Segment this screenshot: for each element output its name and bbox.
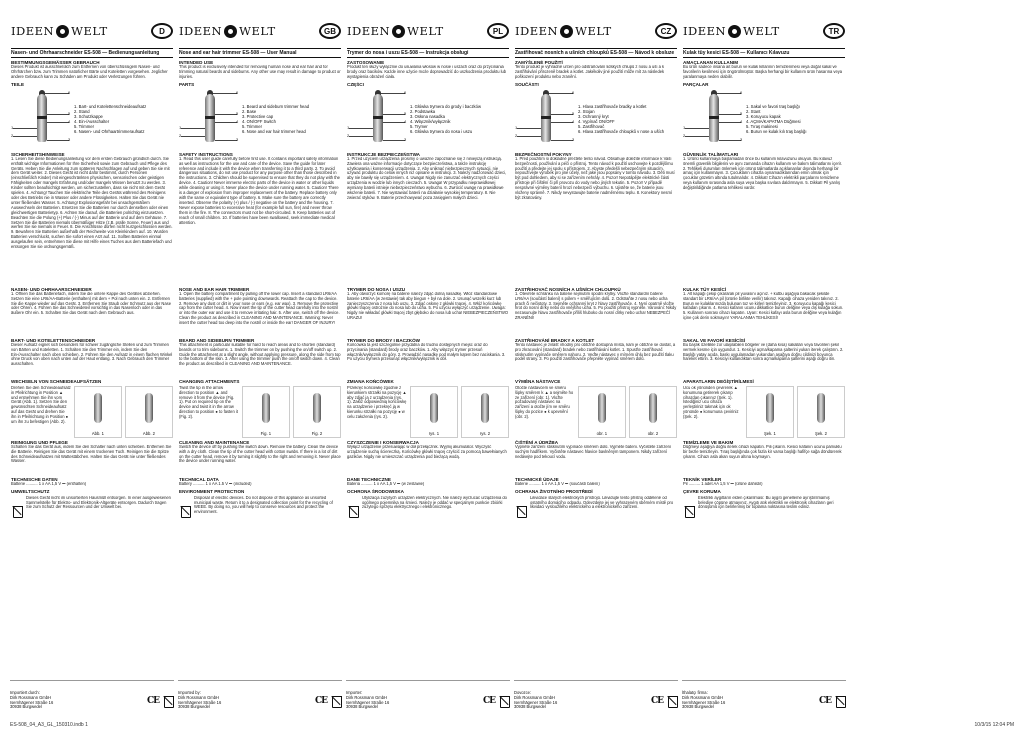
section-heading: TECHNICAL DATA <box>179 476 219 482</box>
language-column <box>682 14 846 720</box>
crossed-bin-icon <box>515 504 527 518</box>
section-text: Tento produkt je výhradně určen pro odstraňování lidských chlupů z nosu a uší a k zastřihávání přirozeně bradek a kotlet. Jakékoliv jiné použití může mít za následek poškození produktu nebo zranění. <box>515 65 665 79</box>
section-text: Dieses Gerät nicht im unsortierten Hausmüll entsorgen. In einer ausgewiesenen Sammelstelle für Elektro- und Elektronik-Altgeräte entsorgen. Dadurch tragen Sie zum Schutz der Ressourcen und der Umwelt bei. <box>26 495 171 510</box>
weee-notice <box>179 496 341 526</box>
brand-logo <box>179 24 276 38</box>
part-item: 6. Nasen- und Ohrhaartrimmeraufsatz <box>74 128 145 134</box>
column-header <box>683 14 845 48</box>
section-text: Likvidace starých elektrických přístrojů. Likvidujte tento přístroj odděleně od ostatního domácího odpadu. Odevzdejte jej ve vyhrazeném sběrném místě pro likvidaci vysloužilého elektrického a elektronického zařízení. <box>530 495 674 510</box>
trimmer-illustration: 6 5 4 1 2 3 <box>347 89 407 142</box>
part-item: 3. Protective cap <box>242 113 274 119</box>
part-item: 5. Trymer <box>410 123 428 129</box>
section-heading: DANE TECHNICZNE <box>347 476 391 482</box>
section-text: Disposal of electric devices. Do not dispose of this appliance as unsorted municipal waste. Return it to a designated collection point for the recycling of WEEE. By doing so, you will help to conserve resources and protect the environment. <box>194 495 333 515</box>
figure-label: Şek. 2 <box>815 430 827 436</box>
parts-diagram <box>11 89 173 149</box>
figure-label: obr. 1 <box>596 430 608 436</box>
section-heading: TEKNİK VERİLER <box>683 476 722 482</box>
section-heading: ČIŠTĚNÍ A ÚDRŽBA <box>515 439 559 445</box>
logo-circle-icon <box>392 25 405 38</box>
manual-title: Nose and ear hair trimmer ES-508 — User Manual <box>179 48 341 58</box>
part-item: 6. Burun ve kulak kılı traş başlığı <box>746 128 807 134</box>
section-heading: AMAÇLANAN KULLANIM <box>683 60 739 65</box>
section-heading: OCHRANA ŽIVOTNÍHO PROSTŘEDÍ <box>515 488 593 494</box>
crossed-bin-icon <box>666 694 678 708</box>
part-item: 3. Ochranný kryt <box>578 113 609 119</box>
certification-marks <box>147 694 174 708</box>
brand-name: IDEEN <box>179 24 223 38</box>
parts-legend <box>743 104 845 134</box>
logo-circle-icon <box>560 25 573 38</box>
part-item: 5. Zastřihovač <box>578 123 605 129</box>
crossed-bin-icon <box>330 694 342 708</box>
parts-legend <box>71 104 173 134</box>
section-heading: ZMIANA KOŃCÓWEK <box>347 378 394 384</box>
section-heading: TRYMER DO NOSA I USZU <box>347 286 406 292</box>
section-text: Dieser Aufsatz eignet sich besonders für schwer zugängliche Stellen und zum Trimmen von Bärten und Koteletten. 1. Schalten Sie den Trimmer ein, indem Sie den Ein-/Ausschalter nach oben schieben. 2. Führen Sie den Aufsatz in einem flachen Winkel ohne Druck von oben nach unten auf der Haut entlang. 3. Nach Gebrauch den Trimmer ausschalten. <box>11 342 173 367</box>
section-heading: SAFETY INSTRUCTIONS <box>179 151 233 157</box>
column-bottom <box>682 680 846 720</box>
column-header <box>347 14 509 48</box>
section-heading: INTENDED USE <box>179 60 214 65</box>
figure-2 <box>293 386 341 438</box>
manual-title: Kulak tüy kesici ES-508 — Kullanıcı Kılavuzu <box>683 48 845 58</box>
section-heading: ZASTŘIHOVAČ NOSNÍCH A UŠNÍCH CHLOUPKŮ <box>515 286 621 292</box>
part-item: 4. ON/OFF Switch <box>242 118 276 124</box>
section-text: Produkt ten służy wyłącznie do usuwania włosów w nosie i uszach oraz do przycinania brody oraz bacików. Każde inne użycie może doprowadzić do uszkodzenia produktu lub wystąpienia obrażeń ciała. <box>347 65 507 79</box>
attachment-figures <box>179 386 341 438</box>
brand-name-2: WELT <box>239 24 276 38</box>
footer-filename: ES-508_04_A3_GL_150310.indb 1 <box>10 722 88 728</box>
language-code: PL <box>492 26 504 36</box>
brand-name: IDEEN <box>347 24 391 38</box>
section-text: This attachment is particular suitable for hard to reach areas and to shorten (standard) beards or to trim sideburns. 1. Switch the trimmer on by pushing the on/off switch up. 2. Guide the attachment at a slight angle, without applying pressure, along the side from top to the bottom of the skin. 3. After using the trimmer push the on/off switch down. 4. Clean the product as described in CLEANING AND MAINTENANCE. <box>179 342 341 367</box>
part-item: 1. Bart- und Kotelettenschneideaufsatz <box>74 103 147 109</box>
part-item: 5. Tıraş makinesi <box>746 123 778 129</box>
crossed-bin-icon <box>834 694 846 708</box>
figure-label: Abb. 2 <box>142 430 156 436</box>
part-item: 6. Główka trymera do nosa i uszu <box>410 128 473 134</box>
brand-name: IDEEN <box>515 24 559 38</box>
manual-title: Trymer do nosa i uszu ES-508 — Instrukcja obsługi <box>347 48 509 58</box>
figure-label: Fig. 2 <box>311 430 323 436</box>
section-heading: BEARD AND SIDEBURN TRIMMER <box>179 337 255 343</box>
logo-circle-icon <box>56 25 69 38</box>
attachment-figures <box>11 386 173 438</box>
section-text: 1. Otevřete schránku na baterie sejmutím spodní krytky. Vložte standardní baterie LR6/AA (součástí balení) s pólem + směřujícím dolů. 2. Odstraňte z nosu nebo ucha prach či nečistoty. 3. Sejměte ochranný kryt z hlavy zastřihovače. 4. Nyní opatrně vložte hrot do nosní dírky nebo do vnějšího ucha. 5. Po použití přístroj vypněte. Varování: Nikdy nezasunujte hlavu zastřihovače příliš hluboko do nosní dírky nebo ucha! NEBEZPEČÍ ZRANĚNÍ! <box>515 291 677 321</box>
language-column <box>346 14 510 720</box>
part-item: 3. Koruyucu kapak <box>746 113 781 119</box>
brand-name-2: WELT <box>71 24 108 38</box>
manual-sheet <box>10 14 1016 720</box>
brand-name-2: WELT <box>575 24 612 38</box>
trimmer-illustration: 6 5 4 1 2 3 <box>179 89 239 142</box>
figure-1 <box>746 386 794 438</box>
part-item: 6. Nose and ear hair trimmer head <box>242 128 306 134</box>
figure-2 <box>797 386 845 438</box>
manual-title: Zastřihovač nosních a ušních chloupků ES-508 — Návod k obsluze <box>515 48 677 58</box>
figure-1 <box>410 386 458 438</box>
column-header <box>11 14 173 48</box>
section-text: 1. Aby otworzyć komorę na baterie należy zdjąć dolną nasadkę. Włóż standardowe baterie LR6/AA (w zestawie) tak aby biegun + był na dole. 2. Usunąć wszelki kurz lub zanieczyszczenia z nosa lub uszu. 3. Zdjąć osłonę z główki tnącej. 4. Włóż końcówkę główki tnącej ostrożnie do nosa lub do ucha. 5. Po użyciu wyłączyć urządzenie. Uwaga: Nigdy nie wkładać główki tnącej zbyt głęboko do nosa lub ucha! NIEBEZPIECZEŃSTWO URAZU! <box>347 291 509 321</box>
section-text: Batterie .......... 1 x AA 1,5 V ⎓ (enthalten) <box>11 481 87 486</box>
section-heading: SAKAL VE FAVORİ KESİCİSİ <box>683 337 746 343</box>
section-text: Bateria .......... 1 x AA 1,5 V ⎓ (w zestawie) <box>347 481 425 486</box>
parts-heading: PARÇALAR <box>683 81 709 87</box>
certification-marks <box>315 694 342 708</box>
crossed-bin-icon <box>11 504 23 518</box>
attachment-figures <box>347 386 509 438</box>
language-badge <box>487 23 509 39</box>
part-item: 3. Schutzkappe <box>74 113 103 119</box>
column-header <box>515 14 677 48</box>
part-item: 2. Stand <box>74 108 90 114</box>
manual-title: Nasen- und Ohrhaarschneider ES-508 — Bedienungsanleitung <box>11 48 173 58</box>
ce-mark-icon: CE <box>650 695 663 706</box>
parts-heading: CZĘŚCI <box>347 81 364 87</box>
section-heading: ZASTŘIHOVÁNÍ BRADKY A KOTLET <box>515 337 595 343</box>
section-heading: ENVIRONMENT PROTECTION <box>179 488 245 494</box>
section-text: Przekręć końcówkę zgodnie z kierunkiem strzałki na pozycję ▲ aby zdjąć ją z urządzenia (rys. 1). Załóż odpowiednią końcówkę na urządzenie i przekręć ją w kierunku strzałki na pozycję ● w celu założenia (rys. 2). <box>347 385 407 420</box>
section-heading: OCHRONA ŚRODOWISKA <box>347 488 404 494</box>
ce-mark-icon: CE <box>146 695 159 706</box>
section-text: Schalten Sie das Gerät aus, indem Sie den Schalter nach unten schieben. Entfernen Sie die Batterie. Reinigen Sie das Gerät mit einem trockenen Tuch. Reinigen Sie die Spitze des Schneideaufsatzes mit Wattestäbchen. Halten Sie das Gerät nie unter fließendes Wasser. <box>11 444 172 464</box>
language-column <box>514 14 678 720</box>
weee-notice <box>515 496 677 526</box>
section-heading: APARATLARIN DEĞİŞTİRİLMESİ <box>683 378 754 384</box>
weee-notice <box>347 496 509 526</box>
ce-mark-icon: CE <box>482 695 495 706</box>
crossed-bin-icon <box>683 504 695 518</box>
section-heading: BESTIMMUNGSGEMÄSSER GEBRAUCH <box>11 60 100 65</box>
part-item: 1. Główka trymera do grody i baczków <box>410 103 481 109</box>
section-heading: TECHNICKÉ ÚDAJE <box>515 476 559 482</box>
figure-1 <box>74 386 122 438</box>
parts-legend <box>575 104 677 134</box>
section-text: 1. Lesen Sie diese Bedienungsanleitung vor dem ersten Gebrauch gründlich durch. Sie enthält wichtige Informationen für Ihre Sicherheit sowie zum Gebrauch und Pflege des Geräts. Heben Sie die Anleitung zum späteren Nachschlagen auf und geben Sie sie mit dem Gerät weiter. 2. Dieses Gerät ist nicht dafür bestimmt, durch Personen (einschließlich Kinder) mit eingeschränkten physischen, sensorischen oder geistigen Fähigkeiten oder mangels Erfahrung und/oder mangels Wissen benutzt zu werden. 3. Kinder sollten beaufsichtigt werden, um sicherzustellen, dass sie nicht mit dem Gerät spielen. 4. Achtung! Tauchen Sie elektrische Teile des Geräts während des Reinigens oder des Betriebs nie in Wasser oder andere Flüssigkeiten. Halten Sie das Gerät nie unter fließendes Wasser. 5. Achtung! Explosionsgefahr bei unsachgemäßem Auswechseln der Batterien. Ersetzen Sie die Batterien nur durch denselben oder einen gleichwertigen Batterietyp. 6. Achten Sie darauf, die Batterien polrichtig einzusetzen. Beachten Sie die Polung (+) Plus / (-) Minus auf der Batterie und auf dem Gehäuse. 7. Setzen Sie die Batterien niemals übermäßiger Hitze (z.B. pralle Sonne, Feuer) aus und werfen Sie sie niemals in Feuer. 8. Die Anschlüsse dürfen nicht kurzgeschlossen werden. 9. Bewahren Sie Batterien außerhalb der Reichweite von Kleinkindern auf. 10. Wurden Batterien verschluckt, suchen Sie sofort einen Arzt auf. 11. Sollten Batterien einmal ausgelaufen sein, entnehmen Sie diese mit Hilfe eines Tuches aus dem Batteriefach und entsorgen Sie sie ordnungsgemäß. <box>11 156 173 250</box>
section-text: Battery .......... 1 x AA 1.5 V ⎓ (included) <box>179 481 252 486</box>
section-heading: ZAMÝŠLENÉ POUŽITÍ <box>515 60 563 65</box>
section-heading: INSTRUKCJE BEZPIECZEŃSTWA <box>347 151 420 157</box>
logo-circle-icon <box>224 25 237 38</box>
figure-2 <box>461 386 509 438</box>
column-header <box>179 14 341 48</box>
section-heading: SICHERHEITSHINWEISE <box>11 151 65 157</box>
part-item: 4. Ein-/Ausschalter <box>74 118 110 124</box>
crossed-bin-icon <box>347 504 359 518</box>
trimmer-illustration: 6 5 4 1 2 3 <box>683 89 743 142</box>
parts-heading: TEILE <box>11 81 25 87</box>
section-heading: KULAK TÜY KESİCİ <box>683 286 727 292</box>
section-text: Elektrikli aygıtların elden çıkarılması: Bu aygıtı genelleme ayrıştırılmamış belediye çöpüne atmayınız. Aygıtı atık elektrikli ve elektronik cihazların geri dönüşümü için belirlenmiş bir toplama noktasına teslim ediniz. <box>698 495 834 510</box>
weee-notice <box>683 496 845 526</box>
language-column <box>178 14 342 720</box>
section-text: Dieses Produkt ist ausschließlich zum Entfernen von überschüssigem Nasen- und Ohrhärchen bzw. zum Trimmen natürlicher Bärte und Koteletten vorgesehen. Jeglicher andere Gebrauch kann zu Schäden am Produkt oder Verletzungen führen. <box>11 65 168 79</box>
column-bottom <box>514 680 678 720</box>
crossed-bin-icon <box>498 694 510 708</box>
brand-name-2: WELT <box>743 24 780 38</box>
parts-diagram <box>179 89 341 149</box>
language-code: TR <box>828 26 840 36</box>
figure-2 <box>629 386 677 438</box>
section-heading: VÝMĚNA NÁSTAVCE <box>515 378 561 384</box>
language-badge <box>655 23 677 39</box>
figure-1 <box>578 386 626 438</box>
section-text: Vypněte zařízení stisknutím vypínače směrem dolů. Vyjměte baterii. Vyčistěte zařízení suchým hadříkem. Vyčistěte nástavec hlavice bavlněným tamponem. Nikdy zařízení nedávejte pod tekoucí vodu. <box>515 444 672 459</box>
section-text: 1. Read this user guide carefully before first use. It contains important safety information as well as instructions for the use and care of the device. Save the guide for later reference and include it with the device when transferring it to a third party. 2. To avoid dangerous situations, do not use product for any purpose other than those described in the instructions. 3. Children should be supervised to ensure that they do not play with the device. 4. Caution! Never immerse electric parts of the device in water or other liquids while cleaning or using it. Never place the device under running water. 5. Caution! There is a danger of explosion from improper replacement of the battery. Replace battery only with the same or equivalent type of battery. 6. Make sure the battery are correctly inserted. Observe the polarity (+) plus / (-) negative on the battery and the housing. 7. Never expose batteries to excessive heat (for example full sun, fire) and never throw them in the fire. 8. The connectors must not be short-circuited. 9. Keep batteries out of reach of small children. 10. If batteries have been swallowed, seek immediate medical attention. <box>179 156 340 225</box>
language-column <box>10 14 174 720</box>
figure-label: Abb. 1 <box>91 430 104 436</box>
part-item: 1. Hlava zastřihovače bradky a kotlet <box>578 103 647 109</box>
section-heading: NOSE AND EAR HAIR TRIMMER <box>179 286 250 292</box>
section-text: Pil .......... 1 adet AA 1,5 V ⎓ (ürüne dahildir) <box>683 481 763 486</box>
brand-logo <box>515 24 612 38</box>
section-heading: REINIGUNG UND PFLEGE <box>11 439 68 445</box>
part-item: 2. Stant <box>746 108 761 114</box>
brand-logo <box>11 24 108 38</box>
section-heading: WECHSELN VON SCHNEIDEAUFSÄTZEN <box>11 378 102 384</box>
part-item: 4. Vypínač ON/OFF <box>578 118 615 124</box>
language-code: CZ <box>660 26 672 36</box>
trimmer-illustration: 6 5 4 1 2 3 <box>515 89 575 142</box>
attachment-figures <box>683 386 845 438</box>
importer-address: Imported by: Dirk Rossmann GmbH Isernhägener Straße 16 30938 Burgwedel <box>178 689 222 710</box>
certification-marks <box>483 694 510 708</box>
part-item: 1. Sakal ve favori traş başlığı <box>746 103 800 109</box>
language-badge <box>319 23 341 39</box>
logo-circle-icon <box>728 25 741 38</box>
figure-label: obr. 2 <box>647 430 659 436</box>
parts-diagram <box>683 89 845 149</box>
section-text: Bu başlık özellikle zor ulaşılabilen bölgeler ve (daha kısa) sakalları veya favorileri şekil vermek kesme için uygundur. 1. Kesiciyi açma/kapama şalterini yukarı iterek çalıştırın. 2. Başlığı yatay açıda, baskı uygulamadan yukarıdan aşağıya doğru cildinizi boyunca hareket ettirin. 3. Kesiciyi kullandıktan sonra açma/kapama şalterini aşağı doğru itin. <box>683 342 844 362</box>
figure-label: Fig. 1 <box>260 430 272 436</box>
section-heading: GÜVENLİK TALİMATLARI <box>683 151 739 157</box>
importer-address: İthalatçı firma: Dirk Rossmann GmbH Isernhägener Straße 16 30938 Burgwedel <box>682 689 726 710</box>
language-code: GB <box>324 26 336 36</box>
section-text: 1. Alt kapağı çekip çıkararak pil yuvasını açınız. + kutbu aşağıya bakacak şekilde standart bir LR6/AA pil (ürünle birlikte verilir) takınız. Kapağı cihaza yeniden takınız. 2. Burun ve kulaklarınızda bulunan toz ve kirleri temizleyiniz. 3. Koruyucu kapağı kesici kafadan çıkarın. 4. Kesici kafanın ucunu dikkatlice burun deliğine veya dış kulağa sokun. 5. Kullanım sonrası cihazı kapatın. Uyarı: Kesici kafayı asla burun deliğine veya kulağın içine çok derin sokmayın! YARALANMA TEHLİKESİ! <box>683 291 844 321</box>
section-heading: BART- UND KOTELETTENSCHNEIDER <box>11 337 96 343</box>
section-heading: CLEANING AND MAINTENANCE <box>179 439 250 445</box>
column-bottom <box>178 680 342 720</box>
section-text: 1. Ürünü kullanmaya başlamadan önce bu kullanım kılavuzunu okuyun. Bu kılavuz önemli güvenlik bilgilerini ve aynı zamanda cihazın kullanım ve bakım talimatlarını içerir. 2. Tehlikeli durumları önlemek için ürünü talimatlarda açıklananlar dışında herhangi bir amaç için kullanmayın. 3. Çocukların cihazla oynamadıklarından emin olmak için çocuklar gözetim altında tutulmalıdır. 4. Dikkat! Cihazın elektrikli parçalarını temizleme veya kullanım sırasında asla suya veya başka sıvılara daldırmayın. 5. Dikkat! Pil yanlış değiştirildiğinde patlama tehlikesi vardır. <box>683 156 843 191</box>
brand-name: IDEEN <box>11 24 55 38</box>
brand-logo <box>683 24 780 38</box>
weee-notice <box>11 496 173 526</box>
certification-marks <box>819 694 846 708</box>
section-text: Otočte nástavcem ve směru šipky směrem k ▲ a sejměte ho ze zařízení (obr. 1). Vložte požadovaný nástavec na zařízení a otočte jím ve směru šipky do pozice ● k upevnění (obr. 2). <box>515 385 574 420</box>
section-text: Twist the tip in the arrow direction to position ▲ and remove it from the device (Fig. 1). Put on required tip on the device and twist it in the arrow direction to position ● to fasten it (Fig. 2). <box>179 385 238 420</box>
footer-timestamp: 10/3/15 12:04 PM <box>974 722 1014 728</box>
parts-heading: PARTS <box>179 81 195 87</box>
section-text: Düğmeyi aşağıya doğru iterek cihazı kapatın. Pili çıkarın. Kesici kafanın ucunu pamuklu bir bezle temizleyin. Tıraş başlığında çok fazla kir varsa başlığı hafifçe sağa döndürerek çıkarın. Cihazı asla akan suyun altına koymayın. <box>683 444 842 459</box>
importer-address: Importiert durch: Dirk Rossmann GmbH Isernhägener Straße 16 30938 Burgwedel <box>10 689 54 710</box>
importer-address: Importer: Dirk Rossmann GmbH Isernhägener Straße 16 30938 Burgwedel <box>346 689 390 710</box>
ce-mark-icon: CE <box>818 695 831 706</box>
section-heading: ZASTOSOWANIE <box>347 60 385 65</box>
section-text: Ucu ok yönünden çevirerek ▲ konumuna getirerek çıkarıp cihazdan çıkarınız (Şek. 1). İstediğiniz ucu cihaza yerleştiriniz takmak için ok yönünde ● konumuna çeviriniz (Şek. 2). <box>683 385 739 420</box>
parts-diagram <box>347 89 509 149</box>
section-heading: UMWELTSCHUTZ <box>11 488 50 494</box>
part-item: 4. AÇMA/KAPATMA Düğmesi <box>746 118 801 124</box>
column-bottom <box>346 680 510 720</box>
certification-marks <box>651 694 678 708</box>
column-bottom <box>10 680 174 720</box>
section-heading: TEMİZLEME VE BAKIM <box>683 439 734 445</box>
part-item: 6. Hlava zastřihovače chloupků v nose a uších <box>578 128 665 134</box>
brand-name: IDEEN <box>683 24 727 38</box>
crossed-bin-icon <box>162 694 174 708</box>
parts-legend <box>239 104 341 134</box>
section-heading: NASEN- UND OHRHAARSCHNEIDER <box>11 286 92 292</box>
parts-heading: SOUČÁSTI <box>515 81 539 87</box>
parts-legend <box>407 104 509 134</box>
section-text: 1. Öffnen Sie das Batteriefach, indem Sie die untere Kappe des Gerätes abziehen. Setzen Sie eine LR6/AA-Batterie (enthalten) mit dem + Pol nach unten ein. 2. Entfernen Sie die Kappe wieder auf das Gerät. 3. Entfernen Sie Staub oder Schmutz aus der Nase oder Ohren. 4. Führen Sie das Schneideteil vorsichtig in das Nasenloch oder in das äußere Ohr ein. 5. Schalten Sie das Gerät nach dem Gebrauch aus. <box>11 291 171 316</box>
language-badge <box>151 23 173 39</box>
section-heading: ÇEVRE KORUMA <box>683 488 721 494</box>
section-heading: CHANGING ATTACHMENTS <box>179 378 240 384</box>
section-text: Bu ürün sadece insana ait burun ve kulak kıllarının temizlenmesi veya doğal sakal ve favorilerin kesilmesi için öngörülmüştür. Başka herhangi bir kullanım ürün hasarına veya yaralanmaya neden olabilir. <box>683 65 843 79</box>
section-text: Tento nástavec je zvlášť vhodný pro obtížně dostupná místa, kam je obtížné se dostat, a pro zkracování (standard) bradek nebo zastřihávání kotlet. 1. Spusťte zastřihovač stisknutím vypínače směrem nahoru. 2. Veďte nástavec v mírném úhlu bez použití tlaku podél strany. 3. Po použití zastřihovače přepněte vypínač směrem dolů. <box>515 342 676 362</box>
section-text: Końcówka ta jest szczególnie przydatna do trudno dostępnych miejsc oraz do przycinania (standard) brody oraz baczków. 1. Aby włączyć trymer przesuń włącznik/wyłącznik do góry. 2. Prowadzić nasadkę pod małym kątem bez naciskania. 3. Po użyciu trymera przesunąć włącznik/wyłącznik w dół. <box>347 342 506 362</box>
part-item: 3. Osłona nasadka <box>410 113 445 119</box>
section-heading: CZYSZCZENIE I KONSERWACJA <box>347 439 419 445</box>
figure-label: rys. 1 <box>428 430 440 436</box>
section-heading: TRYMER DO BRODY I BACZKÓW <box>347 337 420 343</box>
trimmer-illustration: 6 5 4 1 2 3 <box>11 89 71 142</box>
section-heading: BEZPEČNOSTNÍ POKYNY <box>515 151 572 157</box>
brand-logo <box>347 24 444 38</box>
ce-mark-icon: CE <box>314 695 327 706</box>
brand-name-2: WELT <box>407 24 444 38</box>
print-footer <box>10 722 1014 728</box>
section-text: Switch the device off by pushing the switch down. Remove the battery. Clean the device with a dry cloth. Clean the tip of the cutter head with cotton swabs. If there is a lot of dirt on the cutter head, remove it by turning it slightly to the right and removing it. Never place the device under running water. <box>179 444 341 464</box>
part-item: 1. Beard and sideburn trimmer head <box>242 103 310 109</box>
part-item: 2. Stojan <box>578 108 595 114</box>
figure-label: Şek. 1 <box>763 430 776 436</box>
part-item: 5. Trimmer <box>74 123 95 129</box>
section-text: 1. Przed użyciem urządzenia prosimy o uważne zapoznanie się z niniejszą instrukcją. Zawiera ona ważne informacje dotyczące bezpieczeństwa, a także instrukcję użytkowania i konserwacji urządzenia. 2. Aby uniknąć niebezpiecznych sytuacji, nie używać produktu do celów innych niż opisane w instrukcji. 3. Należy nadzorować dzieci, aby nie bawiły się urządzeniem. 4. Uwaga! Nigdy nie zanurzać elektrycznych części urządzenia w wodzie lub innych cieczach. 5. Uwaga! W przypadku nieprawidłowej wymiany baterii istnieje niebezpieczeństwo wybuchu. 6. Zwrócić uwagę na prawidłowe włożenie baterii. 7. Nie wystawiać baterii na działanie wysokiej temperatury. 8. Nie zwierać styków. 9. Baterie przechowywać poza zasięgiem małych dzieci. <box>347 156 507 200</box>
importer-address: Dovozce: Dirk Rossmann GmbH Isernhägener Straße 16 30938 Burgwedel <box>514 689 558 710</box>
figure-1 <box>242 386 290 438</box>
section-heading: TECHNISCHE DATEN <box>11 476 58 482</box>
section-text: 1. Open the battery compartment by pulling off the lower cap. Insert a standard LR6/AA batteries (supplied) with the + pole pointing downwards. Reattach the cap to the device. 2. Remove any dust or dirt in your nose or ears (e.g. ear wax). 3. Remove the protective cap from the cutter head. 4. Now insert the tip of the cutter head carefully into the nostril or into the outer ear and use it to remove irritating hair. 5. After use, switch off the device. Clean the product as described in CLEANING AND MAINTENANCE. Warning: Never insert the cutter head too deep into the nostril or inside the ear! DANGER OF INJURY! <box>179 291 340 326</box>
language-badge <box>823 23 845 39</box>
attachment-figures <box>515 386 677 438</box>
figure-2 <box>125 386 173 438</box>
parts-diagram <box>515 89 677 149</box>
crossed-bin-icon <box>179 504 191 518</box>
section-text: Drehen Sie den Schneideaufsatz in Pfeilrichtung in Position ▲ und entnehmen Sie ihn vom Gerät (Abb. 1). Setzen Sie den gewünschten Schneideaufsatz auf das Gerät und drehen Sie ihn in Pfeilrichtung in Position ● um ihn zu befestigen (Abb. 2). <box>11 385 71 425</box>
section-text: Utylizacja zużytych urządzeń elektrycznych. Nie należy wyrzucać urządzenia do ogólnego pojemnika na śmieci. Należy je oddać w specjalnym punkcie zbiórki zużytego sprzętu elektrycznego i elektronicznego. <box>362 495 507 510</box>
figure-label: rys. 2 <box>479 430 491 436</box>
section-text: Wyłącz urządzenie przesuwając w dół przełącznik. Wyjmij akumulator. Wyczyść urządzenie suchą ściereczką. Końcówkę główki tnącej czyścić za pomocą bawełnianych gazików. Nigdy nie umieszczać urządzenia pod bieżącą wodą. <box>347 444 507 459</box>
section-text: Baterie .......... 1 x AA 1,5 V ⎓ (součástí balení) <box>515 481 600 486</box>
part-item: 5. Trimmer <box>242 123 263 129</box>
language-code: D <box>159 26 165 36</box>
section-text: This product is exclusively intended for removing human nose and ear hair and for trimming natural beards and sideburns. Any other use may result in damage to product or injuries. <box>179 65 341 79</box>
section-text: 1. Před použitím si důkladně přečtěte tento návod. Obsahuje důležité informace k Vaší bezpečnosti, používání a péči o přístroj. Tento návod k použití uschovejte k pozdějšímu použití a předejte jej spolu s přístrojem. 2. Abyste předešli nebezpečným situacím, nepoužívejte výrobek pro jiné účely, než jaké jsou popsány v tomto návodu. 3. Děti musí být pod dohledem, aby si se zařízením nehrály. 4. Pozor! Nepotápějte elektrické části přístroje při čištění či při provozu do vody nebo jiných tekutin. 5. Pozor! V případě nesprávné výměny baterií hrozí nebezpečí výbuchu. 6. Ujistěte se, že baterie jsou vloženy správně. 7. Nikdy nevystavujte baterie nadměrnému teplu. 8. Konektory nesmí být zkratovány. <box>515 156 675 200</box>
part-item: 2. Base <box>242 108 257 114</box>
part-item: 4. Włącznik/wyłącznik <box>410 118 451 124</box>
part-item: 2. Podstawka <box>410 108 436 114</box>
